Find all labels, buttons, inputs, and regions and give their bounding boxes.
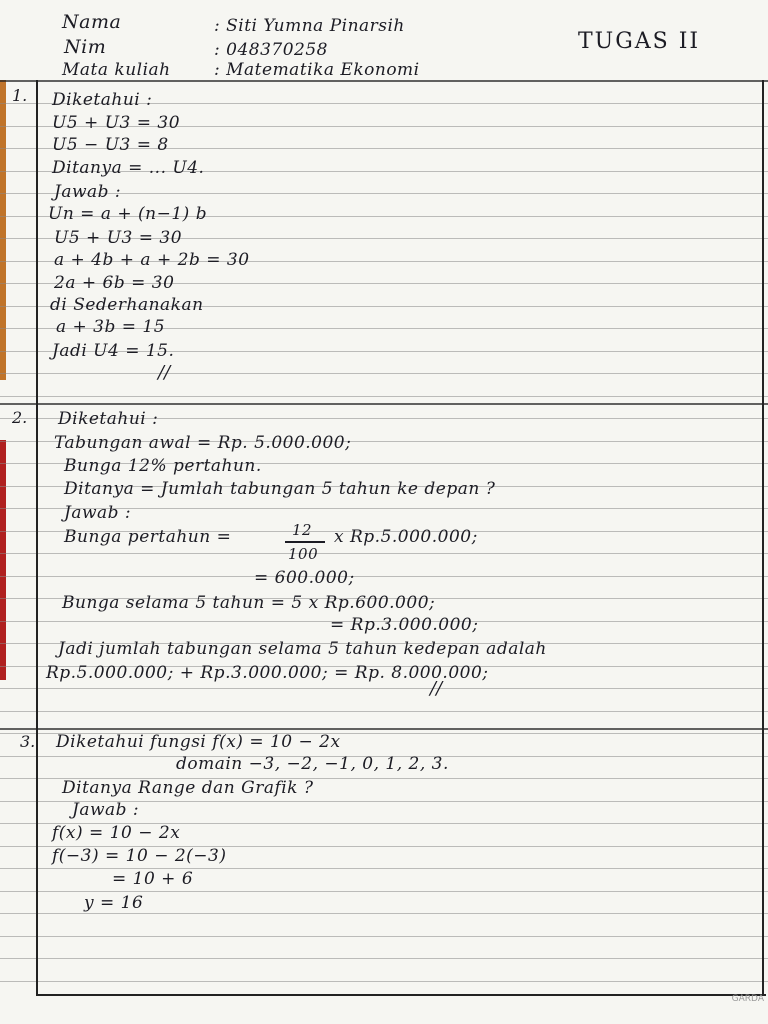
q2-line: Jawab :	[64, 503, 132, 523]
q1-line: U5 − U3 = 8	[52, 135, 169, 155]
q1-line: di Sederhanakan	[50, 295, 204, 315]
q2-number: 2.	[12, 408, 28, 427]
q1-line: 2a + 6b = 30	[54, 273, 175, 293]
q1-line: Jawab :	[54, 182, 122, 202]
matkul-label: Mata kuliah	[62, 60, 171, 80]
q1-line: a + 3b = 15	[56, 317, 166, 337]
q2-selama-line: Bunga selama 5 tahun = 5 x Rp.600.000;	[62, 593, 436, 613]
matkul-value: : Matematika Ekonomi	[214, 60, 420, 80]
assignment-title: TUGAS II	[578, 29, 701, 54]
q1-divider-line	[0, 403, 768, 405]
q1-line: U5 + U3 = 30	[52, 113, 181, 133]
q2-line: Bunga 12% pertahun.	[64, 456, 262, 476]
page-edge-strip-lower	[0, 440, 6, 680]
q3-line: f(−3) = 10 − 2(−3)	[52, 846, 227, 866]
q2-bunga-times: x Rp.5.000.000;	[334, 527, 478, 547]
ruled-line	[0, 553, 768, 554]
q1-line: Diketahui :	[52, 90, 153, 110]
q3-line: f(x) = 10 − 2x	[52, 823, 181, 843]
page-edge-strip	[0, 80, 6, 380]
q1-line: Jadi U4 = 15.	[52, 341, 175, 361]
q3-line: domain −3, −2, −1, 0, 1, 2, 3.	[176, 754, 449, 774]
ruled-line	[0, 913, 768, 914]
nim-value: : 048370258	[214, 40, 328, 60]
nama-value: : Siti Yumna Pinarsih	[214, 16, 405, 36]
q3-line: Jawab :	[72, 800, 140, 820]
left-margin-line	[36, 80, 38, 996]
ruled-line	[0, 981, 768, 982]
ruled-line	[0, 688, 768, 689]
nim-label: Nim	[64, 36, 107, 58]
q2-jadi-line: Jadi jumlah tabungan selama 5 tahun kedepan adalah	[58, 639, 547, 659]
q2-fraction-bar	[285, 541, 325, 543]
ruled-line	[0, 373, 768, 374]
q3-line: Ditanya Range dan Grafik ?	[62, 778, 314, 798]
paper-brand-watermark: GARDA	[731, 994, 764, 1004]
ruled-line	[0, 576, 768, 577]
header-divider-line	[0, 80, 768, 82]
q2-selama-result: = Rp.3.000.000;	[330, 615, 479, 635]
ruled-line	[0, 936, 768, 937]
q2-bunga-label: Bunga pertahun =	[64, 527, 232, 547]
q1-line: Ditanya = ... U4.	[52, 158, 205, 178]
q2-divider-line	[0, 728, 768, 730]
q3-number: 3.	[20, 732, 36, 751]
q3-line: = 10 + 6	[112, 869, 194, 889]
q1-number: 1.	[12, 86, 28, 105]
q1-end-mark: //	[158, 362, 171, 383]
right-margin-line	[762, 80, 764, 996]
ruled-line	[0, 396, 768, 397]
q2-fraction-numerator: 12	[292, 521, 313, 539]
q2-fraction-denominator: 100	[288, 545, 319, 563]
q2-line: Ditanya = Jumlah tabungan 5 tahun ke depan ?	[64, 479, 496, 499]
q1-line: a + 4b + a + 2b = 30	[54, 250, 250, 270]
ruled-line	[0, 711, 768, 712]
q2-end-mark: //	[430, 678, 443, 699]
q2-line: Tabungan awal = Rp. 5.000.000;	[54, 433, 352, 453]
q3-line: Diketahui fungsi f(x) = 10 − 2x	[56, 732, 341, 752]
bottom-margin-line	[36, 994, 766, 996]
q3-line: y = 16	[84, 893, 144, 913]
nama-label: Nama	[62, 11, 122, 33]
q2-line: Diketahui :	[58, 409, 159, 429]
q2-total-line: Rp.5.000.000; + Rp.3.000.000; = Rp. 8.000.000;	[46, 663, 489, 683]
q1-line: Un = a + (n−1) b	[48, 204, 208, 224]
q1-line: U5 + U3 = 30	[54, 228, 183, 248]
ruled-line	[0, 891, 768, 892]
q2-bunga-result: = 600.000;	[254, 568, 355, 588]
ruled-line	[0, 958, 768, 959]
